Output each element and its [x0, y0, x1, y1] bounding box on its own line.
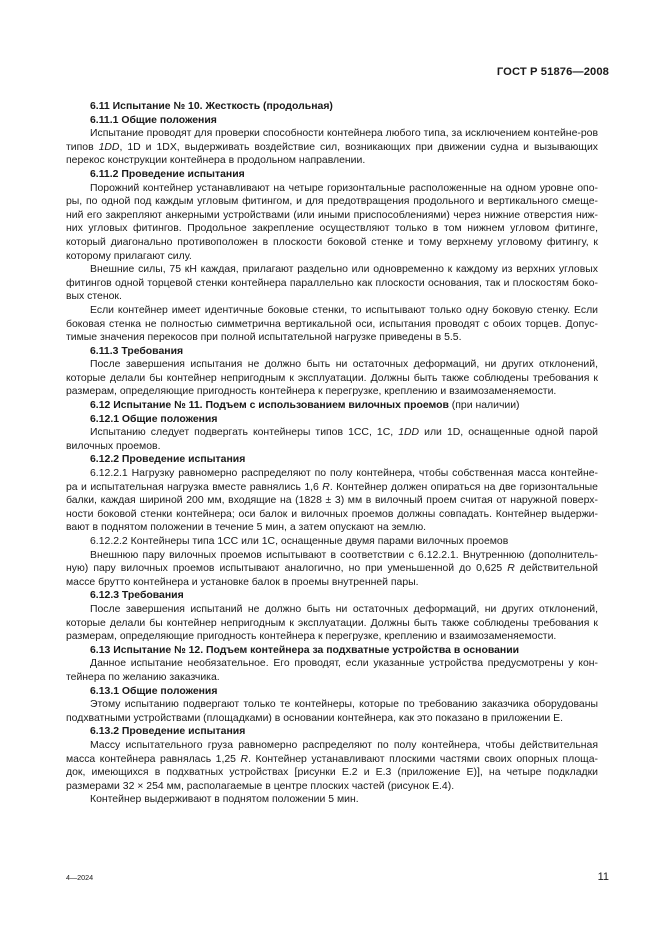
section-heading	[66, 589, 598, 603]
text-run: 6.13.1 Общие положения	[90, 685, 218, 697]
body-paragraph	[66, 467, 598, 535]
text-run: Внешнюю пару вилочных проемов испытывают в соответствии с 6.12.2.1. Внутреннюю (дополнитель-ную) пару вилочных проемов испытывают аналогично, но при уменьшенной до 0,625	[66, 549, 598, 575]
text-run: Внешние силы, 75 кН каждая, прилагают раздельно или одновременно к каждому из верхних угловых фитингов одной торцевой стенки контейнера параллельно как плоскости основания, так и плоскостям боко-вых стенок.	[66, 264, 598, 303]
text-run: 6.12.2 Проведение испытания	[90, 454, 246, 466]
section-heading	[66, 399, 598, 413]
body-paragraph	[66, 603, 598, 644]
footer-print-mark: 4—2024	[66, 873, 94, 882]
text-run: После завершения испытаний не должно быть ни остаточных деформаций, ни других отклонений, которые делали бы контейнер непригодным к эксплуатации. Должны быть также соблюдены требования к размерам, определяющие пригодность контейнера к перегрузке, креплению и взаимозаменяемости.	[66, 603, 598, 643]
body-paragraph	[66, 739, 598, 793]
page-number: 11	[597, 871, 609, 883]
body-paragraph	[66, 426, 598, 453]
section-heading	[66, 685, 598, 699]
text-run: После завершения испытания не должно быть ни остаточных деформаций, ни других отклонений, которые делали бы контейнер непригодным к эксплуатации. Должны быть также соблюдены требования к размерам, определяющие пригодность контейнера к перегрузке, креплению и взаимозаменяемости.	[66, 359, 598, 398]
text-run: 6.13.2 Проведение испытания	[90, 726, 246, 738]
italic-symbol: 1DD	[398, 427, 420, 439]
heading-note: (при наличии)	[451, 400, 520, 412]
section-heading	[66, 413, 598, 427]
section-heading	[66, 114, 598, 128]
text-run: 6.12 Испытание № 11. Подъем с использованием вилочных проемов	[90, 400, 452, 412]
section-heading	[66, 644, 598, 658]
text-run: 6.12.3 Требования	[90, 590, 184, 602]
italic-symbol: R	[240, 753, 249, 765]
text-run: Порожний контейнер устанавливают на четыре горизонтальные расположенные на одном уровне опо-ры, по одной под каждым угловым фитингом, и для предотвращения продольного и вертикального смеще-ний его закрепляют анкерными устройствами (или иными приспособлениями) через нижние отверстия ниж-них угловых фитингов. Продольное закрепление осуществляют только в том нижнем угловом фитинге, который диагонально противоположен в плоскости боковой стенке и тому верхнему угловому фитингу, к которому прилагают силу.	[66, 182, 598, 262]
section-heading	[66, 100, 598, 114]
body-paragraph	[66, 358, 598, 399]
body-paragraph	[66, 535, 598, 549]
text-run: , 1D и 1DX, выдерживать воздействие сил, возникающих при движении судна и вызывающих перекос конструкции контейнера в продольном направлении.	[66, 141, 598, 167]
text-run: Массу испытательного груза равномерно распределяют по полу контейнера, чтобы действительная масса контейнера равнялась 1,25	[66, 739, 598, 765]
text-run: Контейнер выдерживают в поднятом положении 5 мин.	[90, 794, 359, 806]
text-run: 6.11.3 Требования	[90, 345, 184, 357]
body-paragraph	[66, 793, 598, 807]
section-heading	[66, 168, 598, 182]
text-run: 6.12.2.1 Нагрузку равномерно распределяют по полу контейнера, чтобы собственная масса контейне-ра и испытательная нагрузка вместе равнялись 1,6	[66, 468, 598, 493]
text-run: Данное испытание необязательное. Его проводят, если указанные устройства предусмотрены у кон-тейнера по желанию заказчика.	[66, 658, 598, 683]
standard-header: ГОСТ Р 51876—2008	[496, 66, 609, 78]
text-run: 6.11 Испытание № 10. Жесткость (продольная)	[90, 101, 333, 112]
body-paragraph	[66, 698, 598, 725]
text-run: Этому испытанию подвергают только те контейнеры, которые по требованию заказчика оборудованы подхватными устройствами (площадками) в основании контейнера, как это показано в приложении Е.	[66, 699, 598, 724]
body-paragraph	[66, 182, 598, 264]
text-run: действительной массе брутто контейнера и установке балок в проемы внутренней пары.	[66, 563, 598, 588]
body-paragraph	[66, 127, 598, 168]
italic-symbol: R	[322, 481, 330, 493]
section-heading	[66, 345, 598, 359]
text-run: 6.11.2 Проведение испытания	[90, 168, 245, 180]
text-run: Испытание проводят для проверки способности контейнера любого типа, за исключением контейне-ров типов	[66, 128, 598, 153]
document-body	[66, 100, 598, 807]
text-run: Испытанию следует подвергать контейнеры типов 1CC, 1C,	[90, 427, 399, 439]
text-run: . Контейнер должен опираться на две горизонтальные балки, каждая шириной 200 мм, входящие на (1828 ± 3) мм в вилочный проем считая от наружной поверх-ности боковой стенки контейнера; оси балок и вилочных проемов должны совпадать. Контейнер выдержи-вают в поднятом положении в течение 5 мин, а затем опускают на землю.	[66, 481, 598, 534]
body-paragraph	[66, 263, 598, 304]
text-run: . Контейнер устанавливают плоскими частями своих опорных площа-док, имеющихся в подхватных устройствах [рисунки Е.2 и Е.3 (приложение Е)], на четыре подкладки размерами 32 × 254 мм, располагаемые в центре плоских частей (рисунок Е.4).	[66, 753, 598, 792]
section-heading	[66, 725, 598, 739]
italic-symbol: R	[507, 563, 515, 575]
body-paragraph	[66, 304, 598, 345]
body-paragraph	[66, 657, 598, 684]
text-run: 6.13 Испытание № 12. Подъем контейнера за подхватные устройства в основании	[90, 644, 520, 656]
text-run: 6.12.1 Общие положения	[90, 413, 218, 425]
text-run: 6.11.1 Общие положения	[90, 114, 217, 126]
body-paragraph	[66, 549, 598, 590]
section-heading	[66, 453, 598, 467]
text-run: или 1D, оснащенные одной парой вилочных проемов.	[66, 427, 598, 452]
text-run: Если контейнер имеет идентичные боковые стенки, то испытывают только одну боковую стенку. Если боковая стенка не полностью симметрична вертикальной оси, испытания проводят с обоих торцев. Допус-тимые значения перекосов при полной испытательной нагрузке приведены в 5.5.	[66, 304, 598, 344]
text-run: 6.12.2.2 Контейнеры типа 1CC или 1C, оснащенные двумя парами вилочных проемов	[90, 536, 509, 547]
italic-symbol: 1DD	[98, 141, 120, 153]
